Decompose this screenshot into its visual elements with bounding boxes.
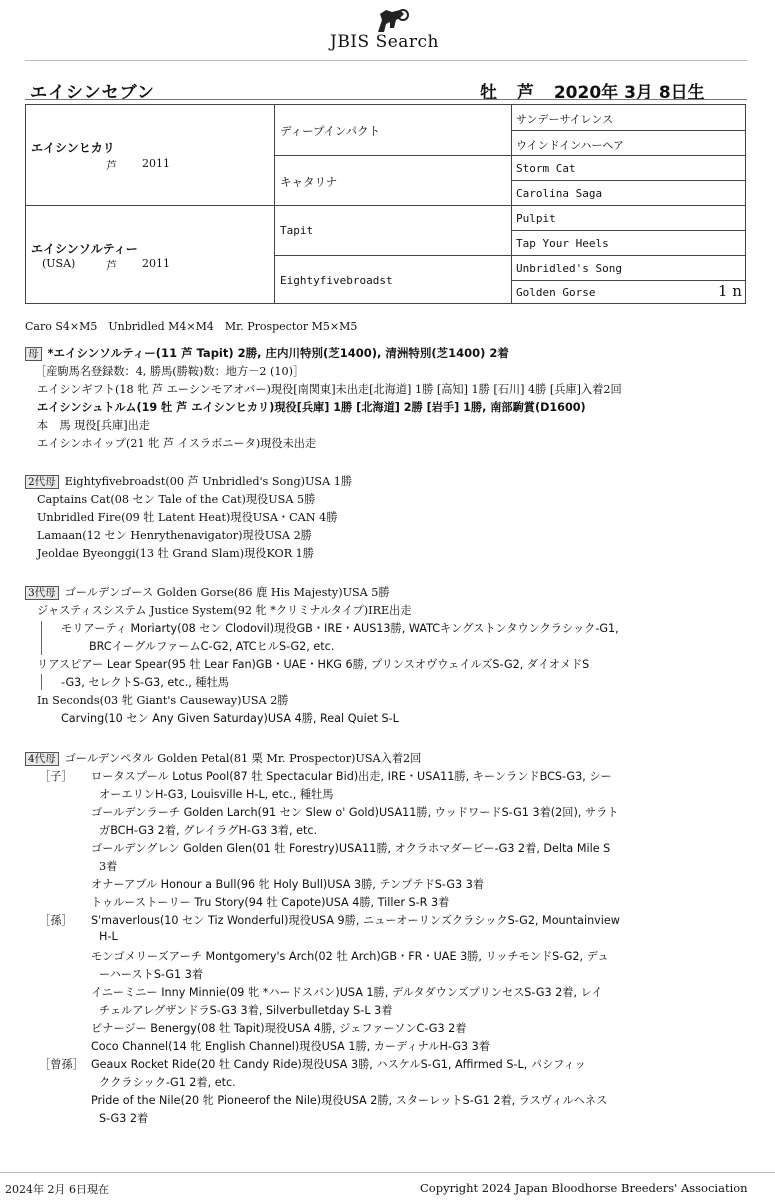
section-dam	[25, 345, 765, 455]
pedigree-gen3-8	[511, 280, 745, 303]
section-3rd-dam-line: In Seconds(03 牝 Giant's Causeway)USA 2勝	[37, 694, 289, 707]
section-4th-dam-line: トゥルーストーリー Tru Story(94 牡 Capote)USA 4勝, Tiller S-R 3着	[91, 896, 450, 909]
pedigree-gen3-7	[511, 255, 745, 280]
section-dam-tag: 母	[25, 347, 42, 361]
section-4th-dam-line: ［孫］	[39, 914, 73, 927]
section-4th-dam-line: Pride of the Nile(20 牝 Pioneerof the Nile)現役USA 2勝, スターレットS-G1 2着, ラスヴィルヘネス	[91, 1094, 608, 1107]
section-4th-dam-line: オーエリンH-G3, Louisville H-L, etc., 種牡馬	[99, 788, 334, 801]
pedigree-sire-cell	[26, 105, 274, 205]
dam-dam-name[interactable]: Eightyfivebroadst	[280, 274, 393, 287]
pedigree-gen2-2	[274, 155, 511, 205]
section-4th-dam-line: ゴールデングレン Golden Glen(01 牡 Forestry)USA11勝, オクラホマダービー-G3 2着, Delta Mile S	[91, 842, 611, 855]
section-2nd-dam	[25, 473, 765, 568]
section-2nd-dam-line: Unbridled Fire(09 牡 Latent Heat)現役USA・CAN 4勝	[37, 511, 338, 524]
jbis-logo[interactable]	[330, 6, 470, 54]
footer-copyright: Copyright 2024 Japan Bloodhorse Breeders' Association	[420, 1181, 748, 1195]
section-4th-dam-line: ビナージー Benergy(08 牡 Tapit)現役USA 4勝, ジェファーソンC-G3 2着	[91, 1022, 467, 1035]
section-2nd-dam-line: Eightyfivebroadst(00 芦 Unbridled's Song)USA 1勝	[64, 475, 353, 488]
gen3-6-name[interactable]: Tap Your Heels	[516, 237, 609, 250]
logo-text: JBIS Search	[330, 32, 440, 52]
section-4th-dam-line: Coco Channel(14 牝 English Channel)現役USA 1勝, カーディナルH-G3 3着	[91, 1040, 490, 1053]
section-2nd-dam-tag: 2代母	[25, 475, 59, 489]
section-4th-dam-line: S-G3 2着	[99, 1112, 149, 1125]
horse-logo-icon	[370, 6, 410, 34]
section-4th-dam-line: ［曾孫］	[39, 1058, 84, 1071]
dam-sire-name[interactable]: Tapit	[280, 224, 314, 237]
pedigree-gen3-2	[511, 130, 745, 155]
section-4th-dam-line: Geaux Rocket Ride(20 牡 Candy Ride)現役USA 3勝, ハスケルS-G1, Affirmed S-L, パシフィッ	[91, 1058, 586, 1071]
gen3-2-name[interactable]: ウインドインハーヘア	[516, 139, 625, 152]
pedigree-dam-cell	[26, 205, 274, 303]
pedigree-gen3-4	[511, 180, 745, 205]
sire-sire-name[interactable]: ディープインパクト	[280, 124, 381, 138]
footer-date: 2024年 2月 6日現在	[5, 1183, 109, 1196]
section-4th-dam-line: チェルアレグザンドラS-G3 3着, Silverbulletday S-L 3着	[99, 1004, 393, 1017]
footer-divider	[0, 1172, 775, 1173]
title-underline	[25, 99, 747, 100]
section-3rd-dam-line: ジャスティスシステム Justice System(92 牝 *クリミナルタイプ)IRE出走	[37, 604, 412, 617]
gen3-4-name[interactable]: Carolina Saga	[516, 187, 603, 200]
dam-origin: (USA)	[42, 257, 76, 270]
section-3rd-dam-line: リアスピアー Lear Spear(95 牡 Lear Fan)GB・UAE・HKG 6勝, プリンスオヴウェイルズS-G2, ダイオメドS	[37, 658, 590, 671]
sire-year: 2011	[142, 157, 170, 170]
tree-connector	[41, 674, 42, 690]
section-3rd-dam-line: BRCイーグルファームC-G2, ATCヒルS-G2, etc.	[89, 640, 335, 653]
dam-year: 2011	[142, 257, 170, 270]
section-3rd-dam-line: Carving(10 セン Any Given Saturday)USA 4勝, Real Quiet S-L	[61, 712, 399, 725]
sire-dam-name[interactable]: キャタリナ	[280, 175, 338, 189]
section-4th-dam-line: ーハーストS-G1 3着	[99, 968, 204, 981]
pedigree-gen3-6	[511, 230, 745, 255]
section-4th-dam-line: イニーミニー Inny Minnie(09 牝 *ハードスパン)USA 1勝, デルタダウンズプリンセスS-G3 2着, レイ	[91, 986, 603, 999]
tree-connector	[41, 621, 42, 655]
section-dam-line: ［産駒馬名登録数：4, 勝馬(勝鞍)数：地方－2 (10)］	[35, 365, 305, 378]
inbreeding-line: Caro S4×M5 Unbridled M4×M4 Mr. Prospector M5×M5	[25, 320, 358, 333]
section-4th-dam-line: ガBCH-G3 2着, グレイラグH-G3 3着, etc.	[99, 824, 318, 837]
dam-color: 芦	[106, 259, 117, 272]
pedigree-gen3-5	[511, 205, 745, 230]
pedigree-gen2-4	[274, 255, 511, 303]
pedigree-corner-mark: 1 n	[718, 282, 742, 300]
sire-name[interactable]: エイシンヒカリ	[31, 141, 115, 155]
section-dam-line: 本 馬 現役[兵庫]出走	[37, 419, 150, 432]
pedigree-gen2-1	[274, 105, 511, 155]
section-3rd-dam-line: モリアーティ Moriarty(08 セン Clodovil)現役GB・IRE・AUS13勝, WATCキングストンタウンクラシック-G1,	[61, 622, 619, 635]
horse-name: エイシンセブン	[30, 83, 155, 103]
section-4th-dam-line: ［子］	[39, 770, 73, 783]
section-dam-line: エイシンホイップ(21 牝 芦 イスラボニータ)現役未出走	[37, 437, 317, 450]
section-2nd-dam-line: Jeoldae Byeonggi(13 牡 Grand Slam)現役KOR 1勝	[37, 547, 314, 560]
gen3-5-name[interactable]: Pulpit	[516, 212, 556, 225]
section-4th-dam-line: オナーアブル Honour a Bull(96 牝 Holy Bull)USA 3勝, テンプテドS-G3 3着	[91, 878, 484, 891]
section-2nd-dam-line: Lamaan(12 セン Henrythenavigator)現役USA 2勝	[37, 529, 312, 542]
section-3rd-dam	[25, 584, 765, 729]
section-4th-dam-line: ゴールデンラーチ Golden Larch(91 セン Slew o' Gold)USA11勝, ウッドワードS-G1 3着(2回), サラト	[91, 806, 619, 819]
gen3-1-name[interactable]: サンデーサイレンス	[516, 113, 614, 126]
horse-color: 芦	[516, 83, 534, 103]
section-dam-line: エイシンギフト(18 牝 芦 エーシンモアオバー)現役[南関東]未出走[北海道] 1勝 [高知] 1勝 [石川] 4勝 [兵庫]入着2回	[37, 383, 622, 396]
section-4th-dam-line: ククラシック-G1 2着, etc.	[99, 1076, 236, 1089]
section-2nd-dam-line: Captains Cat(08 セン Tale of the Cat)現役USA 5勝	[37, 493, 316, 506]
section-4th-dam-line: ゴールデンペタル Golden Petal(81 栗 Mr. Prospector)USA入着2回	[64, 752, 422, 765]
pedigree-gen2-3	[274, 205, 511, 255]
gen3-7-name[interactable]: Unbridled's Song	[516, 262, 622, 275]
sire-color: 芦	[106, 159, 117, 172]
section-4th-dam-line: S'maverlous(10 セン Tiz Wonderful)現役USA 9勝, ニューオーリンズクラシックS-G2, Mountainview	[91, 914, 620, 927]
section-dam-line: *エイシンソルティー(11 芦 Tapit) 2勝, 庄内川特別(芝1400), 清洲特別(芝1400) 2着	[47, 346, 509, 360]
header-divider	[25, 60, 747, 61]
pedigree-gen3-1	[511, 105, 745, 130]
gen3-8-name[interactable]: Golden Gorse	[516, 286, 596, 299]
section-3rd-dam-line: -G3, セレクトS-G3, etc., 種牡馬	[61, 676, 229, 689]
section-dam-line: エイシンシュトルム(19 牡 芦 エイシンヒカリ)現役[兵庫] 1勝 [北海道] 2勝 [岩手] 1勝, 南部駒賞(D1600)	[37, 401, 586, 414]
horse-birth: 2020年 3月 8日生	[553, 83, 705, 103]
section-3rd-dam-tag: 3代母	[25, 586, 59, 600]
section-4th-dam-line: モンゴメリーズアーチ Montgomery's Arch(02 牡 Arch)GB・FR・UAE 3勝, リッチモンドS-G2, デュ	[91, 950, 609, 963]
section-4th-dam-tag: 4代母	[25, 752, 59, 766]
section-3rd-dam-line: ゴールデンゴース Golden Gorse(86 鹿 His Majesty)USA 5勝	[64, 586, 390, 599]
section-4th-dam-line: H-L	[99, 930, 118, 943]
pedigree-gen3-3	[511, 155, 745, 180]
gen3-3-name[interactable]: Storm Cat	[516, 162, 576, 175]
dam-name[interactable]: エイシンソルティー	[31, 242, 138, 256]
section-4th-dam-line: ロータスプール Lotus Pool(87 牡 Spectacular Bid)出走, IRE・USA11勝, キーンランドBCS-G3, シー	[91, 770, 612, 783]
section-4th-dam	[25, 750, 770, 1130]
section-4th-dam-line: 3着	[99, 860, 118, 873]
pedigree-table	[25, 104, 746, 304]
horse-sex: 牡	[480, 83, 497, 103]
